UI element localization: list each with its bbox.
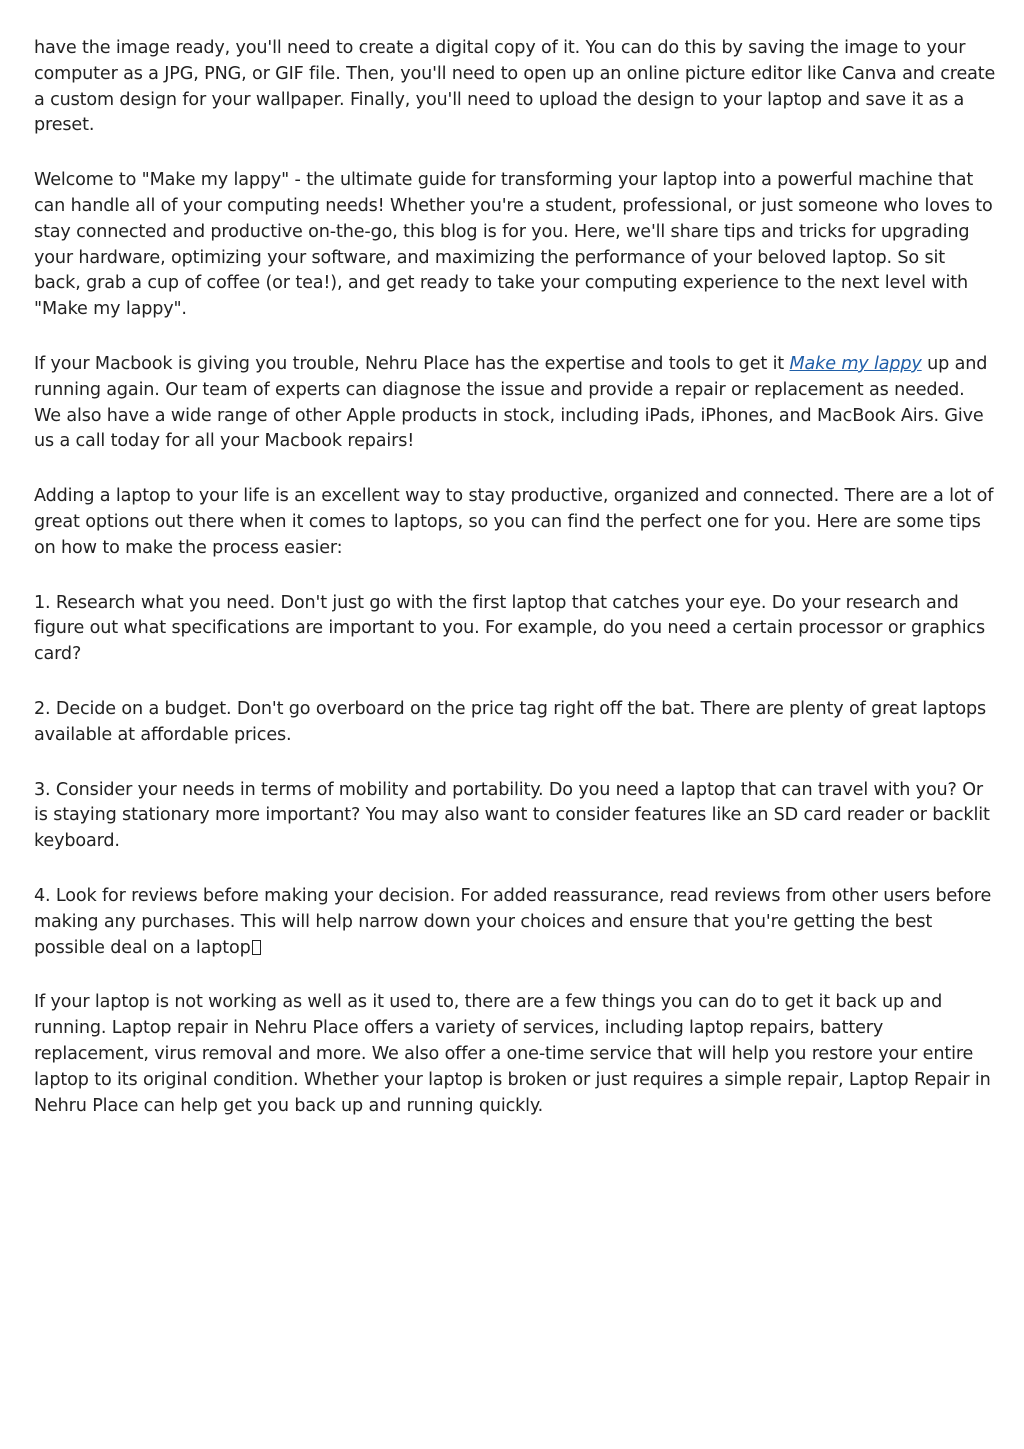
- missing-glyph-icon: [252, 940, 261, 955]
- paragraph-welcome: Welcome to "Make my lappy" - the ultimate guide for transforming your laptop into a powerful machine that can handle all of your computing needs! Whether you're a student, professional, or just someone who loves to stay connected and productive on-the-go, this blog is for you. Here, we'll share tips and tricks for upgrading your hardware, optimizing your software, and maximizing the performance of your beloved laptop. So sit back, grab a cup of coffee (or tea!), and get ready to take your computing experience to the next level with "Make my lappy".: [34, 170, 993, 320]
- tip-budget: 2. Decide on a budget. Don't go overboard on the price tag right off the bat. There are plenty of great laptops available at affordable prices.: [34, 698, 987, 745]
- tip-research: 1. Research what you need. Don't just go with the first laptop that catches your eye. Do your research and figure out what specifications are important to you. For example, do you need a certain processor or graphics card?: [34, 592, 986, 665]
- paragraph-adding-laptop: Adding a laptop to your life is an excellent way to stay productive, organized and connected. There are a lot of great options out there when it comes to laptops, so you can find the perfect one for you. Here are some tips on how to make the process easier:: [34, 486, 994, 558]
- paragraph-macbook-text-start: If your Macbook is giving you trouble, Nehru Place has the expertise and tools to get it: [34, 353, 790, 374]
- paragraph-image-copy: have the image ready, you'll need to create a digital copy of it. You can do this by saving the image to your computer as a JPG, PNG, or GIF file. Then, you'll need to open up an online picture editor like Canva and create a custom design for your wallpaper. Finally, you'll need to upload the design to your laptop and save it as a preset.: [34, 38, 996, 136]
- tip-reviews-text: 4. Look for reviews before making your decision. For added reassurance, read reviews from other users before making any purchases. This will help narrow down your choices and ensure that you're getting the best possible deal on a laptop: [34, 885, 992, 958]
- paragraph-macbook-repair: [34, 352, 996, 455]
- document-body: [34, 36, 996, 1148]
- paragraph-macbook-text-end: up and running again. Our team of experts can diagnose the issue and provide a repair or replacement as needed. We also have a wide range of other Apple products in stock, including iPads, iPhones, and MacBook Airs. Give us a call today for all your Macbook repairs!: [34, 353, 988, 452]
- tip-reviews: [34, 884, 996, 961]
- paragraph-laptop-repair: If your laptop is not working as well as it used to, there are a few things you can do to get it back up and running. Laptop repair in Nehru Place offers a variety of services, including laptop repairs, battery replacement, virus removal and more. We also offer a one-time service that will help you restore your entire laptop to its original condition. Whether your laptop is broken or just requires a simple repair, Laptop Repair in Nehru Place can help get you back up and running quickly.: [34, 992, 991, 1116]
- make-my-lappy-link[interactable]: Make my lappy: [789, 353, 922, 374]
- tip-mobility: 3. Consider your needs in terms of mobility and portability. Do you need a laptop that can travel with you? Or is staying stationary more important? You may also want to consider features like an SD card reader or backlit keyboard.: [34, 779, 990, 852]
